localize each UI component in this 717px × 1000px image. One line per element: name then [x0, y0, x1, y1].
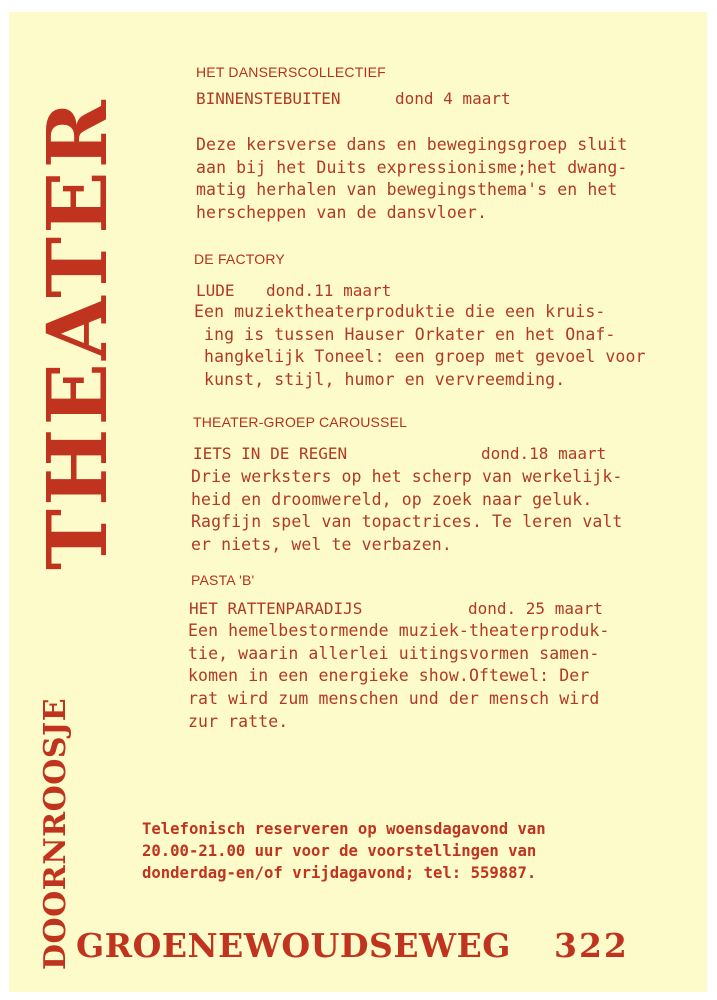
event-show-title: HET RATTENPARADIJS [189, 599, 363, 618]
reservation-info [142, 818, 546, 884]
event-date: dond.11 maart [266, 281, 392, 300]
event-group-name: DE FACTORY [194, 251, 285, 267]
event-title-row [0, 89, 717, 111]
venue-name: DOORNROOSJE [38, 697, 73, 970]
event-group-name: HET DANSERSCOLLECTIEF [196, 64, 386, 80]
venue-address-street: GROENEWOUDSEWEG [76, 926, 511, 965]
reservation-line: donderdag-en/of vrijdagavond; tel: 559887. [142, 864, 537, 882]
event-description [196, 134, 627, 225]
reservation-line: Telefonisch reserveren op woensdagavond van [142, 820, 546, 838]
description-line: Deze kersverse dans en bewegingsgroep sluit [196, 135, 628, 154]
event-group-name: THEATER-GROEP CAROUSSEL [193, 414, 408, 430]
description-line: Drie werksters op het scherp van werkelijk- [191, 467, 623, 486]
event-description [191, 466, 622, 557]
description-line: Een hemelbestormende muziek-theaterproduk- [188, 621, 610, 640]
description-line: matig herhalen van bewegingsthema's en het [196, 180, 618, 200]
description-line: rat wird zum menschen und der mensch wird [188, 689, 600, 709]
description-line: herscheppen van de dansvloer. [196, 203, 487, 223]
event-description [188, 620, 609, 734]
description-line: ing is tussen Hauser Orkater en het Onaf- [194, 324, 616, 344]
description-line: er niets, wel te verbazen. [191, 535, 452, 555]
description-line: aan bij het Duits expressionisme;het dwang- [196, 157, 628, 177]
description-line: komen in een energieke show.Oftewel: Der [188, 666, 590, 686]
description-line: Een muziektheaterproduktie die een kruis- [194, 302, 606, 321]
venue-name-block [38, 648, 74, 970]
venue-address-number: 322 [554, 926, 629, 965]
event-date: dond.18 maart [481, 444, 607, 463]
event-description [194, 301, 646, 392]
event-show-title: IETS IN DE REGEN [193, 444, 348, 463]
event-date: dond 4 maart [395, 89, 511, 108]
description-line: hangkelijk Toneel: een groep met gevoel voor [194, 347, 646, 367]
event-show-title: BINNENSTEBUITEN [196, 89, 341, 108]
description-line: tie, waarin allerlei uitingsvormen samen- [188, 643, 600, 663]
poster-title-block [30, 60, 126, 570]
event-date: dond. 25 maart [468, 599, 603, 618]
poster-title: THEATER [30, 97, 126, 570]
event-title-row [0, 281, 717, 303]
event-title-row [0, 599, 717, 621]
event-group-name: PASTA 'B' [191, 572, 255, 588]
event-title-row [0, 444, 717, 466]
description-line: zur ratte. [188, 711, 289, 731]
reservation-line: 20.00-21.00 uur voor de voorstellingen van [142, 842, 537, 860]
event-show-title: LUDE [196, 281, 235, 300]
description-line: heid en droomwereld, op zoek naar geluk. [191, 489, 593, 509]
description-line: Ragfijn spel van topactrices. Te leren valt [191, 512, 623, 532]
description-line: kunst, stijl, humor en vervreemding. [194, 370, 566, 390]
